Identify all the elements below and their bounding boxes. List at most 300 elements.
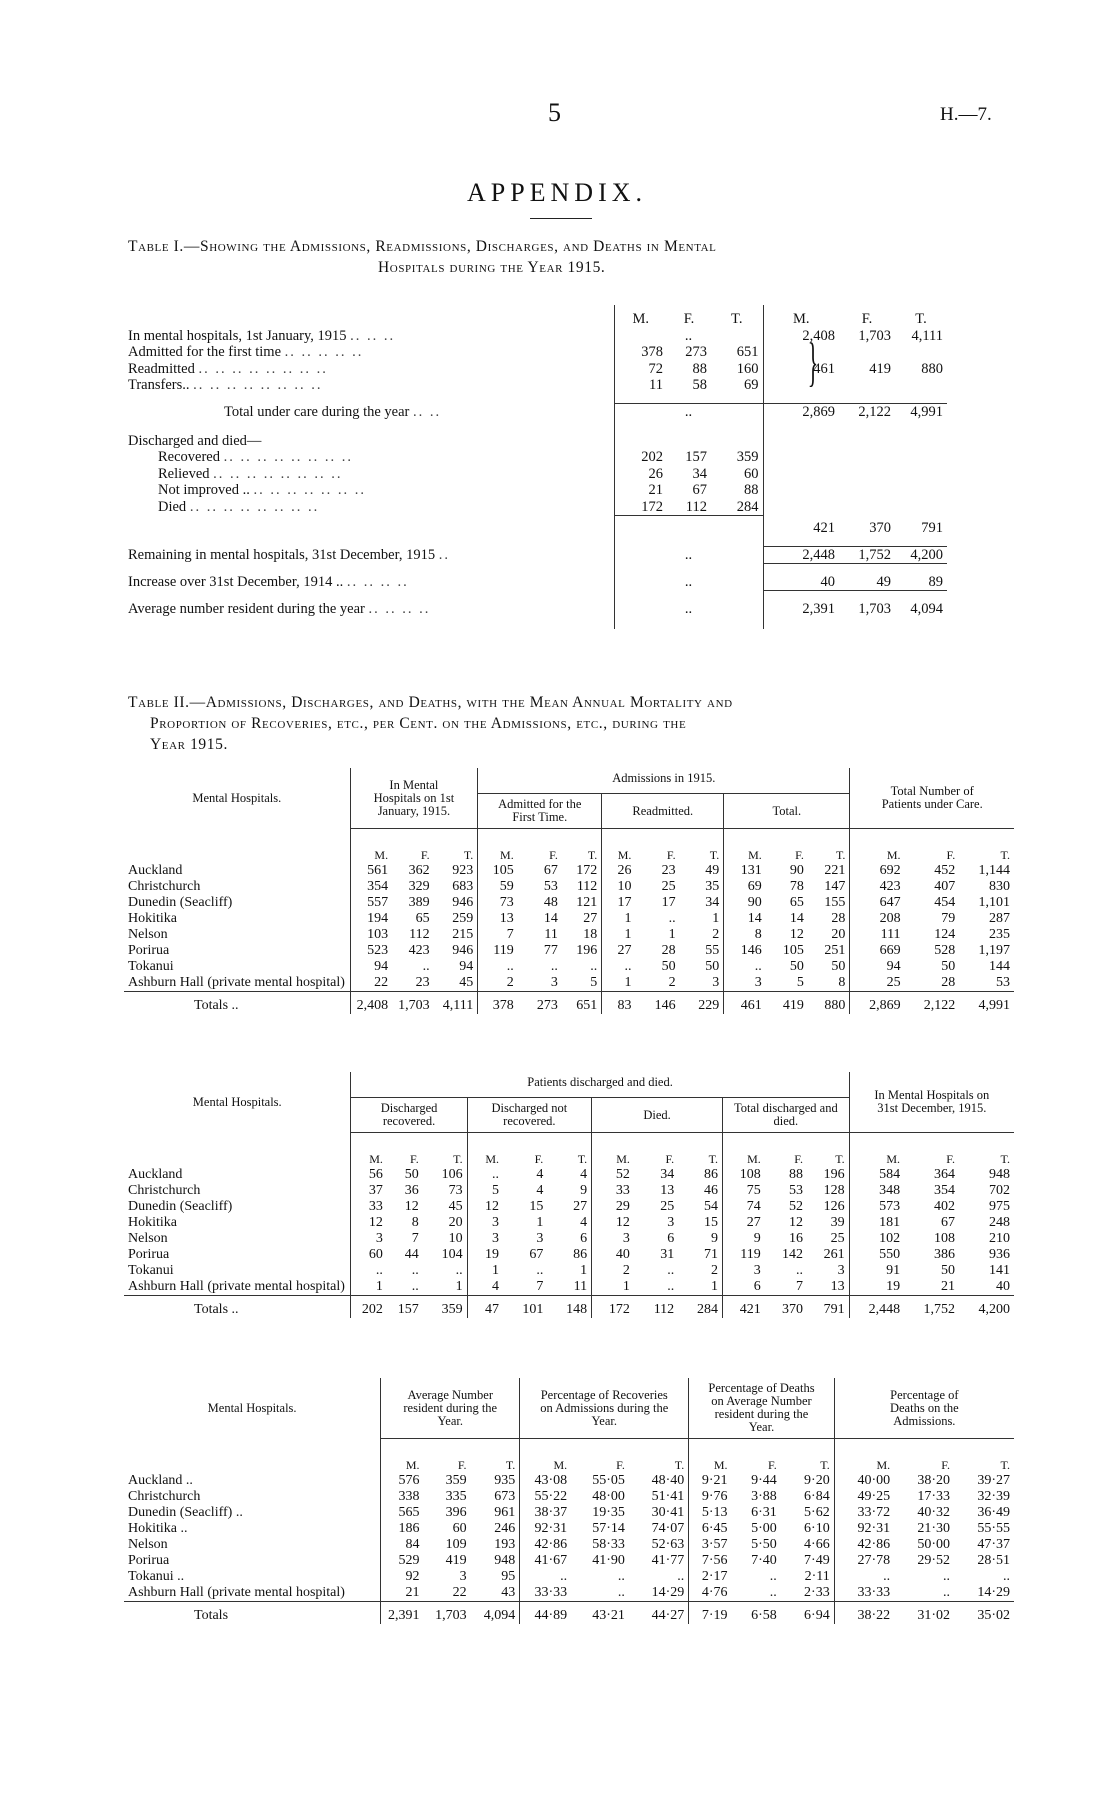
t2c-h-t: T. [505,1457,516,1472]
t2b-cell: 9 [711,1230,719,1246]
t2a-cell: 22 [350,975,392,992]
t1-row-relieved [124,466,1014,483]
t2b-cell: 12 [404,1198,419,1214]
t2b-hospital-name: Auckland [128,1166,183,1182]
t2b-cell: 86 [704,1166,719,1182]
t1-row-remaining [124,546,1014,564]
t2a-h-f: F. [420,847,430,862]
t2b-cell: 15 [529,1198,544,1214]
t2c-cell: .. [677,1568,685,1584]
title-rule [530,218,592,219]
t2a-total-cell: 2,122 [905,991,960,1014]
t1-row-discharged-total [124,516,1014,537]
t2b-total-cell: 148 [547,1295,591,1318]
t2a-cell: 923 [452,862,474,878]
t2b-cell: 402 [933,1198,955,1214]
t2b-total-cell: 4,200 [959,1295,1014,1318]
t2b-cell: 74 [723,1199,765,1215]
t2c-cell: 419 [445,1552,467,1568]
t2c-total-cell: 38·22 [834,1601,894,1624]
t2c-cell: 41·77 [651,1552,685,1568]
t2b-table-row [124,1263,1014,1279]
t2c-h-m: M. [520,1457,571,1473]
t2c-cell: 2·33 [804,1584,830,1600]
t2c-cell: 92·31 [834,1521,894,1537]
t2b-cell: 386 [933,1246,955,1262]
t2c-table-row [124,1553,1014,1569]
t1-h-m: M. [614,305,667,328]
t1-cell: 791 [921,519,943,536]
table1-caption [128,236,1008,278]
t2c-cell: 38·37 [520,1505,571,1521]
t1-cell: 1,703 [858,600,891,617]
t2a-table-row [124,863,1014,879]
t2a-cell: 28 [661,942,676,958]
t1-cell: 112 [667,499,711,516]
t2b-cell: 56 [351,1167,387,1183]
t2a-cell: 23 [661,862,676,878]
t2b-table-row [124,1215,1014,1231]
t2c-cell: 14·29 [651,1584,685,1600]
t2b-cell: 6 [723,1279,765,1296]
t2b-cell: 91 [849,1263,904,1279]
t2b-cell: 1 [455,1278,463,1294]
t1-label: Increase over 31st December, 1914 .. .. .. .. .. [128,573,409,590]
t2c-cell: 92·31 [520,1521,571,1537]
t2a-cell: 20 [831,926,846,942]
table1-caption-line1: Table I.—Showing the Admissions, Readmissions, Discharges, and Deaths in Mental [128,238,717,255]
t2b-h-m: M. [592,1151,634,1167]
t2a-cell: 10 [602,879,636,895]
t2b-cell: 29 [592,1199,634,1215]
t2b-total-cell: 112 [634,1295,678,1318]
t2a-cell: 2 [478,975,518,992]
t2a-cell: 14 [543,910,558,926]
t2c-cell: 109 [445,1536,467,1552]
t2c-cell: 186 [381,1521,424,1537]
t2c-cell: .. [617,1584,625,1600]
t2c-hospital-name: Hokitika .. [128,1520,188,1536]
t1-row-increase [124,574,1014,591]
t2a-h-f: F. [549,847,558,862]
t2a-cell: .. [478,959,518,975]
t2a-cell: 557 [350,895,392,911]
t2c-total-cell: 2,391 [381,1601,424,1624]
t2b-h-remaining: In Mental Hospitals on 31st December, 1915. [849,1072,1014,1133]
t2a-cell: 215 [452,926,474,942]
t2a-cell: 50 [705,958,720,974]
t2a-table-row [124,911,1014,927]
t2c-cell: 41·90 [592,1552,625,1568]
t2c-cell: 57·14 [592,1520,625,1536]
t1-cell: 4,094 [910,600,943,617]
t2b-cell: 21 [940,1278,955,1294]
t2c-cell: .. [769,1584,777,1600]
t2a-cell: 34 [705,894,720,910]
t2c-cell: 5·50 [751,1536,777,1552]
t2c-h-t: T. [820,1457,830,1472]
t2c-cell: 48·40 [651,1472,685,1488]
t2b-hospital-name: Christchurch [128,1182,201,1198]
t2a-cell: 647 [850,895,905,911]
t2a-cell: 1 [668,926,676,942]
t2a-cell: 3 [712,974,720,990]
t2a-cell: 5 [796,974,804,990]
t2a-cell: 12 [789,926,804,942]
t2c-table-row [124,1537,1014,1553]
t1-cell: 88 [744,482,759,498]
t1-cell: 34 [692,465,707,482]
t2c-cell: 55·05 [592,1472,625,1488]
t2a-cell: 423 [408,942,430,958]
table2-caption-line1: Table II.—Admissions, Discharges, and Deaths, with the Mean Annual Mortality and [128,694,733,711]
t2b-h-f: F. [534,1151,544,1166]
t2c-cell: 5·62 [804,1504,830,1520]
t2a-total-cell: 146 [635,991,679,1014]
t2b-table-row [124,1231,1014,1247]
t2a-h-t: T. [835,847,846,862]
t2c-cell: 5·13 [689,1505,732,1521]
t2c-h-m: M. [834,1457,894,1473]
t2c-cell: 3 [459,1568,467,1584]
t2a-cell: 1,144 [978,862,1010,878]
t1-h-t: T. [731,311,743,327]
t2a-total-cell: 419 [766,991,808,1014]
t2c-cell: 396 [445,1504,467,1520]
t1-row-average [124,601,1014,618]
t2b-h-recovered: Discharged recovered. [351,1098,467,1133]
t1-cell: 4,200 [895,546,947,564]
t2a-h-t: T. [587,847,598,862]
t2b-cell: 12 [351,1215,387,1231]
t2c-total-cell: 7·19 [689,1601,732,1624]
t2a-cell: 17 [661,894,676,910]
t2a-cell: 90 [724,895,766,911]
t2b-cell: 4 [580,1166,588,1182]
t2b-cell: 248 [989,1214,1010,1230]
t2a-cell: 50 [789,958,804,974]
t2c-total-cell: 6·94 [781,1601,834,1624]
t2c-total-cell: 4,094 [471,1601,520,1624]
t2a-table-row [124,943,1014,959]
t2c-cell: .. [1003,1568,1010,1584]
t2b-cell: 37 [351,1183,387,1199]
t2b-cell: 108 [723,1167,765,1183]
t2c-cell: 14·29 [977,1584,1010,1600]
t2a-h-in: In Mental Hospitals on 1st January, 1915. [350,768,478,829]
t2b-cell: .. [455,1262,463,1278]
t2b-cell: 550 [849,1247,904,1263]
t2a-cell: 683 [452,878,474,894]
t2a-cell: 111 [850,927,905,943]
t2c-cell: .. [617,1568,625,1584]
t2b-cell: 25 [660,1198,675,1214]
t2b-h-f: F. [946,1151,955,1166]
t1-label: Discharged and died— [128,432,262,449]
t2c-cell: 338 [381,1489,424,1505]
t2a-hospital-name: Christchurch [128,878,201,894]
t2b-cell: 31 [660,1246,675,1262]
t2b-cell: 573 [849,1199,904,1215]
t1-cell: 11 [614,377,667,394]
t2a-h-f: F. [795,847,804,862]
t1-label: Recovered .. .. .. .. .. .. .. .. [158,449,353,465]
t2c-cell: 27·78 [834,1553,894,1569]
t2a-cell: 692 [850,863,905,879]
t2a-cell: 124 [934,926,956,942]
t1-cell: 273 [685,344,707,360]
t2b-hospital-name: Porirua [128,1246,170,1262]
t1-brace: } [807,332,819,392]
t1-label: Remaining in mental hospitals, 31st December, 1915 .. [128,546,450,563]
t2c-cell: 43 [501,1584,516,1600]
t1-a-dots: .. [614,546,763,564]
t2c-cell: 193 [494,1536,516,1552]
t2b-cell: 210 [989,1230,1010,1246]
t2a-total-cell: 2,869 [850,991,905,1014]
t2a-h-m: M. [850,847,905,863]
t2b-cell: 7 [795,1278,803,1294]
t2b-cell: 52 [592,1167,634,1183]
t2b-total-cell: 1,752 [904,1295,959,1318]
t2b-cell: 3 [667,1214,675,1230]
t2b-cell: 16 [788,1230,803,1246]
t2a-total-cell: 461 [724,991,766,1014]
t2c-cell: 39·27 [977,1472,1010,1488]
t2a-total-cell: 83 [602,991,636,1014]
t1-row-total-under-care [124,404,1014,421]
t2a-cell: 389 [408,894,430,910]
t2b-cell: 106 [441,1166,463,1182]
t2b-h-t: T. [1000,1151,1010,1166]
t2c-cell: 576 [381,1473,424,1489]
t2a-total-cell: 2,408 [350,991,392,1014]
t2c-cell: 948 [494,1552,516,1568]
t1-cell: 4,991 [895,404,947,421]
t2a-h-m: M. [602,847,636,863]
t2c-cell: 6·45 [689,1521,732,1537]
t2c-cell: 55·55 [977,1520,1010,1536]
t2a-cell: 14 [724,911,766,927]
t2a-cell: .. [550,958,558,974]
t2a-cell: 1,197 [978,942,1010,958]
t1-label: Admitted for the first time .. .. .. .. .. [128,344,364,360]
t2c-cell: 33·33 [834,1585,894,1602]
t2c-cell: 33·33 [520,1585,571,1602]
t2c-h-hospitals: Mental Hospitals. [207,1400,297,1415]
t2a-h-m: M. [724,847,766,863]
t2b-cell: 7 [536,1278,544,1294]
t2c-cell: 2·17 [689,1569,732,1585]
t2b-h-f: F. [794,1151,803,1166]
t2a-cell: 73 [478,895,518,911]
t1-cell: 49 [839,574,895,591]
t2b-cell: 71 [704,1246,719,1262]
t2a-cell: 196 [576,942,598,958]
t2a-cell: 8 [838,974,846,990]
t2a-h-total: Total. [724,794,850,829]
t2b-cell: 20 [448,1214,463,1230]
t2b-cell: 108 [933,1230,955,1246]
t2c-h-f: F. [616,1457,625,1472]
t2a-total-cell: 880 [808,991,850,1014]
t2a-cell: 287 [989,910,1010,926]
t2b-cell: 1 [580,1262,588,1278]
t2b-h-t: T. [708,1151,719,1166]
t2b-cell: 33 [351,1199,387,1215]
t2b-cell: .. [411,1278,419,1294]
t2c-hospital-name: Christchurch [128,1488,201,1504]
t2c-h-f: F. [941,1457,950,1472]
t2a-total-cell: 273 [518,991,562,1014]
t2a-cell: 144 [989,958,1010,974]
t2a-h-admissions: Admissions in 1915. [478,768,850,794]
table2-part-b [124,1072,1014,1318]
t2c-h-f: F. [457,1457,467,1472]
t2c-cell: 335 [445,1488,467,1504]
t2a-cell: 221 [824,862,846,878]
t2a-hospital-name: Ashburn Hall (private mental hospital) [128,974,345,990]
t2c-cell: 246 [494,1520,516,1536]
t2a-cell: 65 [789,894,804,910]
t2a-cell: 27 [602,943,636,959]
t2a-cell: 423 [850,879,905,895]
t2b-cell: .. [536,1262,544,1278]
t2b-h-patients: Patients discharged and died. [351,1072,849,1098]
t2a-total-cell: 4,991 [959,991,1014,1014]
t2a-cell: 172 [576,862,598,878]
t2b-cell: 975 [989,1198,1010,1214]
t2b-cell: 13 [660,1182,675,1198]
t2a-header-row1 [124,768,1014,794]
t2a-cell: 65 [415,910,430,926]
t2c-hospital-name: Tokanui .. [128,1568,185,1584]
t2c-cell: 43·08 [520,1473,571,1489]
t2b-hospital-name: Hokitika [128,1214,177,1230]
t2c-cell: 38·20 [917,1472,950,1488]
t2a-cell: .. [668,910,676,926]
t1-h-f: F. [683,311,695,327]
t2a-cell: 1,101 [978,894,1010,910]
t2a-cell: 362 [408,862,430,878]
t2a-h-t: T. [709,847,720,862]
t2b-cell: 1 [592,1279,634,1296]
t1-label: Total under care during the year .. .. [224,403,442,420]
t2b-cell: 354 [933,1182,955,1198]
t2c-cell: 359 [445,1472,467,1488]
t2c-h-m: M. [381,1457,424,1473]
t2a-cell: 946 [452,942,474,958]
t2a-total-cell: 229 [680,991,724,1014]
t2a-cell: 946 [452,894,474,910]
t2a-cell: 26 [602,863,636,879]
t1-cell: 26 [614,466,667,483]
t2a-cell: 94 [850,959,905,975]
t2a-cell: 112 [576,878,598,894]
t2b-cell: 8 [411,1214,419,1230]
t2a-h-t: T. [463,847,474,862]
t2a-cell: 35 [705,878,720,894]
t2a-cell: 155 [824,894,846,910]
t2a-cell: 23 [415,974,430,990]
t2c-cell: 58·33 [592,1536,625,1552]
t2a-totals-label: Totals .. [124,991,350,1014]
t2a-cell: 119 [478,943,518,959]
t2c-h-recoveries: Percentage of Recoveries on Admissions during the Year. [520,1378,689,1439]
t2a-total-cell: 651 [562,991,602,1014]
t2b-cell: 3 [723,1263,765,1279]
t2b-cell: 181 [849,1215,904,1231]
t2a-cell: 3 [550,974,558,990]
t2b-cell: 6 [667,1230,675,1246]
table1-header-row [124,305,1014,328]
t2c-table-row [124,1473,1014,1489]
t1-h-t2: T. [915,311,927,327]
t2b-h-t: T. [835,1151,845,1166]
t2a-cell: 17 [602,895,636,911]
t2a-cell: .. [724,959,766,975]
t2c-cell: 74·07 [651,1520,685,1536]
t2c-cell: 935 [494,1472,516,1488]
t2b-cell: 9 [723,1231,765,1247]
t2a-cell: 103 [350,927,392,943]
t2c-cell: 4·66 [804,1536,830,1552]
t2a-cell: 354 [350,879,392,895]
t2b-cell: 19 [467,1247,503,1263]
t2a-cell: 7 [478,927,518,943]
t2c-cell: 49·25 [834,1489,894,1505]
t2a-cell: 78 [789,878,804,894]
t2c-hospital-name: Dunedin (Seacliff) .. [128,1504,243,1520]
t1-cell: 67 [692,482,707,498]
t1-label: Transfers.. .. .. .. .. .. .. .. .. [128,377,323,393]
t1-row-discharged-heading [124,433,1014,450]
t2a-h-readmitted: Readmitted. [602,794,724,829]
t2c-table-row [124,1489,1014,1505]
t2c-cell: 29·52 [917,1552,950,1568]
t2c-cell: 28·51 [977,1552,1010,1568]
t2a-cell: 528 [934,942,956,958]
t2a-cell: 8 [724,927,766,943]
t1-cell: 160 [736,360,759,377]
t2b-cell: 4 [580,1214,588,1230]
t1-cell: 1,752 [839,546,895,564]
t2a-cell: 14 [789,910,804,926]
t1-cell: 202 [614,449,667,466]
t2b-cell: 141 [989,1262,1010,1278]
t2a-table-row [124,879,1014,895]
t2a-cell: 121 [576,894,598,910]
t2c-cell: 9·44 [751,1472,777,1488]
t2b-totals-label: Totals .. [124,1295,351,1318]
t2c-cell: 22 [452,1584,467,1600]
t2b-cell: 1 [536,1214,544,1230]
t2b-total-cell: 202 [351,1295,387,1318]
t2b-cell: 73 [448,1182,463,1198]
t2b-h-not-recovered: Discharged not recovered. [467,1098,592,1133]
t2a-total-cell: 1,703 [392,991,434,1014]
t2c-total-cell: 44·89 [520,1601,571,1624]
t2c-cell: .. [520,1569,571,1585]
t1-row-in-hospitals [124,328,1014,345]
t2c-table-row [124,1569,1014,1585]
t2c-cell: 36·49 [977,1504,1010,1520]
t2a-total-cell: 378 [478,991,518,1014]
t2b-total-cell: 47 [467,1295,503,1318]
t2c-totals-row [124,1601,1014,1624]
t2c-cell: .. [943,1584,950,1600]
t2b-h-m: M. [723,1151,765,1167]
